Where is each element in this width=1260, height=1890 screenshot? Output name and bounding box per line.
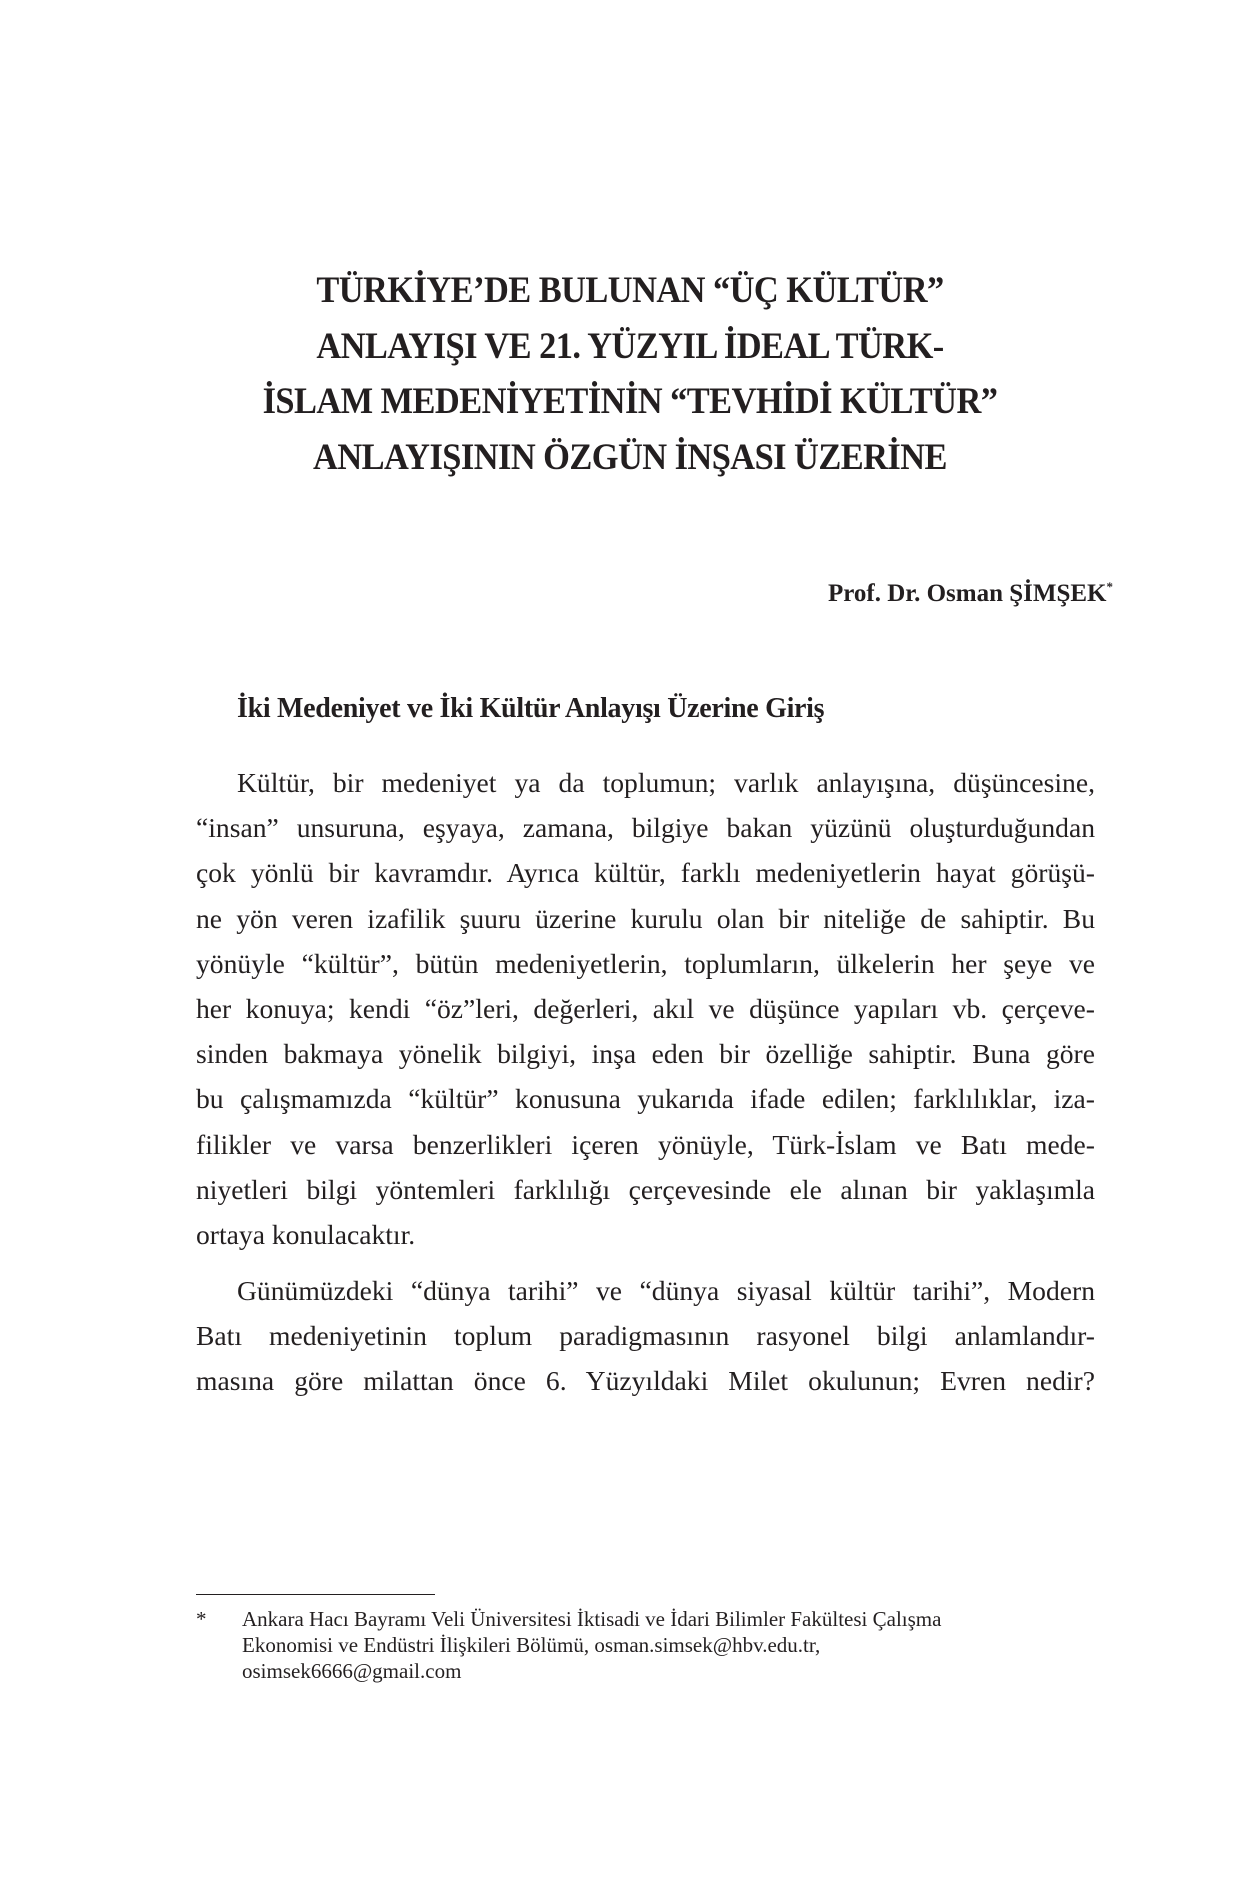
footnote-text xyxy=(242,1606,1096,1684)
title-line: İSLAM MEDENİYETİNİN “TEVHİDİ KÜLTÜR” xyxy=(262,381,998,422)
text-line: masına göre milattan önce 6. Yüzyıldaki Milet okulunun; Evren nedir? xyxy=(196,1365,1095,1397)
text-line: Kültür, bir medeniyet ya da toplumun; varlık anlayışına, düşüncesine, xyxy=(237,767,1095,798)
title-line: ANLAYIŞI VE 21. YÜZYIL İDEAL TÜRK- xyxy=(316,325,944,367)
footnote-line: Ankara Hacı Bayramı Veli Üniversitesi İktisadi ve İdari Bilimler Fakültesi Çalışma xyxy=(242,1607,942,1631)
text-line: ortaya konulacaktır. xyxy=(196,1218,416,1250)
footnote xyxy=(196,1606,1096,1684)
text-line: niyetleri bilgi yöntemleri farklılığı çerçevesinde ele alınan bir yaklaşımla xyxy=(196,1173,1095,1205)
text-line: ne yön veren izafilik şuuru üzerine kurulu olan bir niteliğe de sahiptir. Bu xyxy=(196,902,1095,934)
title-line: ANLAYIŞININ ÖZGÜN İNŞASI ÜZERİNE xyxy=(313,436,947,478)
text-line: Batı medeniyetinin toplum paradigmasının rasyonel bilgi anlamlandır- xyxy=(196,1320,1095,1352)
text-line: sinden bakmaya yönelik bilgiyi, inşa eden bir özelliğe sahiptir. Buna göre xyxy=(196,1038,1095,1070)
footnote-line: Ekonomisi ve Endüstri İlişkileri Bölümü, osman.simsek@hbv.edu.tr, xyxy=(242,1633,821,1657)
text-line: çok yönlü bir kavramdır. Ayrıca kültür, farklı medeniyetlerin hayat görüşü- xyxy=(196,857,1095,889)
paragraph-2 xyxy=(196,1268,1095,1404)
footnote-mark: * xyxy=(196,1607,207,1631)
section-heading: İki Medeniyet ve İki Kültür Anlayışı Üzerine Giriş xyxy=(237,693,825,724)
text-line: her konuya; kendi “öz”leri, değerleri, akıl ve düşünce yapıları vb. çerçeve- xyxy=(196,992,1095,1024)
footnote-separator xyxy=(196,1594,435,1595)
footnote-line: osimsek6666@gmail.com xyxy=(242,1659,462,1683)
paragraph-1 xyxy=(196,760,1095,1257)
text-line: bu çalışmamızda “kültür” konusuna yukarıda ifade edilen; farklılıklar, iza- xyxy=(196,1083,1095,1115)
title-line: TÜRKİYE’DE BULUNAN “ÜÇ KÜLTÜR” xyxy=(316,270,944,311)
text-line: filikler ve varsa benzerlikleri içeren yönüyle, Türk-İslam ve Batı mede- xyxy=(196,1128,1095,1160)
footnote-reference: * xyxy=(1106,579,1113,594)
text-line: Günümüzdeki “dünya tarihi” ve “dünya siyasal kültür tarihi”, Modern xyxy=(237,1275,1095,1306)
text-line: yönüyle “kültür”, bütün medeniyetlerin, toplumların, ülkelerin her şeye ve xyxy=(196,947,1095,979)
author-byline xyxy=(828,579,1113,608)
author-name: Prof. Dr. Osman ŞİMŞEK xyxy=(827,580,1107,607)
article-title xyxy=(212,263,1049,485)
text-line: “insan” unsuruna, eşyaya, zamana, bilgiye bakan yüzünü oluşturduğundan xyxy=(196,812,1095,844)
